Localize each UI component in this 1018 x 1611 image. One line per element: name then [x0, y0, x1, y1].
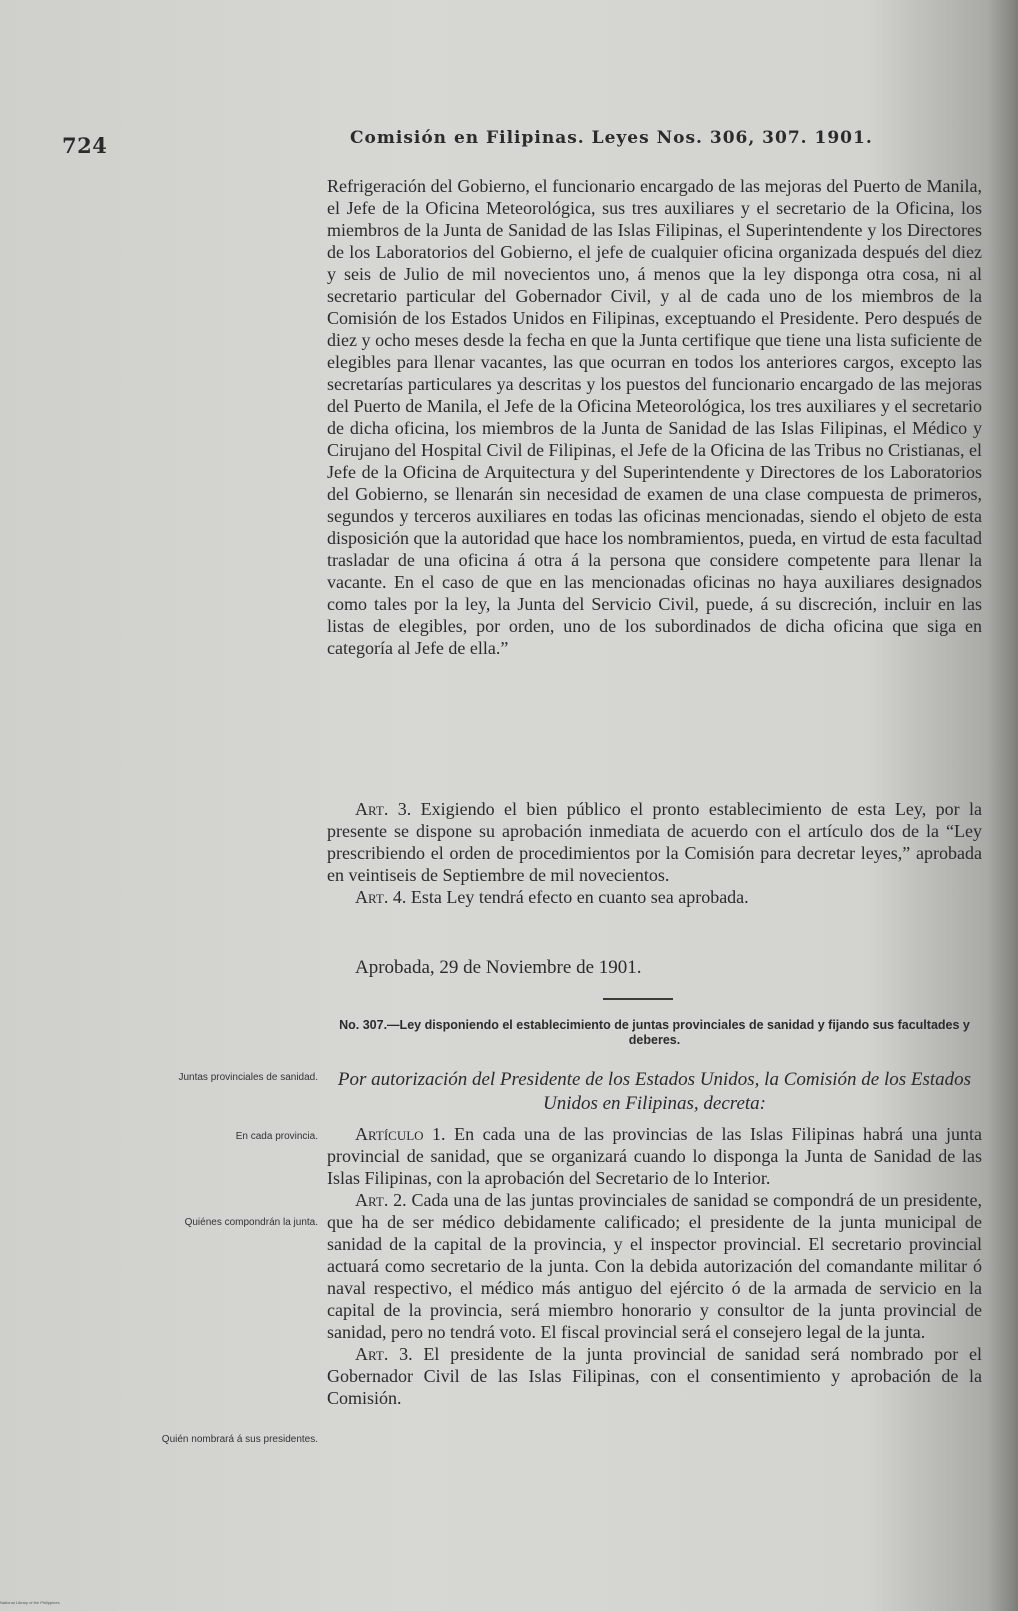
running-head: Comisión en Filipinas. Leyes Nos. 306, 307. 1901. [350, 128, 873, 148]
law-306-body [327, 175, 982, 659]
law-307-articles [327, 1123, 982, 1409]
article-text: Exigiendo el bien público el pronto establecimiento de esta Ley, por la presente se dispone su aprobación inmediata de acuerdo con el artículo dos de la “Ley prescribiendo el orden de procedimientos por la Comisión para decretar leyes,” aprobada en veintiseis de Septiembre de mil novecientos. [327, 799, 982, 885]
law-306-continuation-paragraph: Refrigeración del Gobierno, el funcionario encargado de las mejoras del Puerto de Manila, el Jefe de la Oficina Meteorológica, sus tres auxiliares y el secretario de la Oficina, los miembros de la Junta de Sanidad de las Islas Filipinas, el Superintendente y los Directores de los Laboratorios del Gobierno, el jefe de cualquier oficina organizada después del diez y seis de Julio de mil novecientos uno, á menos que la ley disponga otra cosa, ni al secretario particular del Gobernador Civil, y al de cada uno de los miembros de la Comisión de los Estados Unidos en Filipinas, exceptuando el Presidente. Pero después de diez y ocho meses desde la fecha en que la Junta certifique que tiene una lista suficiente de elegibles para llenar vacantes, las que ocurran en todos los anteriores cargos, excepto las secretarías particulares ya descritas y los puestos del funcionario encargado de las mejoras del Puerto de Manila, el Jefe de la Oficina Meteorológica, los tres auxiliares y el secretario de dicha oficina, los miembros de la Junta de Sanidad de las Islas Filipinas, el Médico y Cirujano del Hospital Civil de Filipinas, el Jefe de la Oficina de las Tribus no Cristianas, el Jefe de la Oficina de Arquitectura y del Superintendente y Directores de los Laboratorios del Gobierno, se llenarán sin necesidad de examen de una clase compuesta de primeros, segundos y terceros auxiliares en todas las oficinas mencionadas, siendo el objeto de esta disposición que la autoridad que hace los nombramientos, pueda, en virtud de esta facultad trasladar de una oficina á otra á la persona que considere competente para llenar la vacante. En el caso de que en las mencionadas oficinas no haya auxiliares designados como tales por la ley, la Junta del Servicio Civil, puede, á su discreción, incluir en las listas de elegibles, por orden, uno de los subordinados de dicha oficina que siga en categoría al Jefe de ella.” [327, 176, 982, 658]
article-text: Esta Ley tendrá efecto en cuanto sea aprobada. [410, 887, 749, 907]
law-307-article-3 [327, 1343, 982, 1409]
law-306-article-4 [327, 886, 982, 908]
approval-date: Aprobada, 29 de Noviembre de 1901. [355, 957, 642, 978]
law-306-articles [327, 798, 982, 908]
article-text: En cada una de las provincias de las Islas Filipinas habrá una junta provincial de sanidad, que se organizará cuando lo disponga la Junta de Sanidad de las Islas Filipinas, con la aprobación del Secretario de lo Interior. [327, 1124, 983, 1188]
marginal-note-cada-provincia: En cada provincia. [235, 1131, 318, 1142]
section-divider [603, 998, 673, 1000]
scan-footer: National Library of the Philippines [0, 1600, 60, 1605]
enacting-clause: Por autorización del Presidente de los Estados Unidos, la Comisión de los Estados Unidos en Filipinas, decreta: [337, 1069, 972, 1114]
article-label: Art. 3. [355, 1344, 413, 1364]
law-306-article-3 [327, 798, 982, 886]
marginal-note-quien-nombrara: Quién nombrará á sus presidentes. [161, 1434, 318, 1445]
article-label: Art. 4. [355, 887, 407, 907]
law-307-title: No. 307.—Ley disponiendo el establecimiento de juntas provinciales de sanidad y fijando sus facultades y deberes. [339, 1018, 970, 1047]
marginal-note-juntas: Juntas provinciales de sanidad. [178, 1072, 318, 1083]
law-307-article-2 [327, 1189, 982, 1343]
article-text: El presidente de la junta provincial de sanidad será nombrado por el Gobernador Civil de las Islas Filipinas, con el consentimiento y aprobación de la Comisión. [327, 1344, 982, 1408]
article-label: Art. 3. [355, 799, 412, 819]
marginal-note-quienes: Quiénes compondrán la junta. [184, 1217, 318, 1228]
article-text: Cada una de las juntas provinciales de sanidad se compondrá de un presidente, que ha de ser médico debidamente calificado; el presidente de la junta municipal de sanidad de la capital de la provincia, y el inspector provincial. El secretario provincial actuará como secretario de la junta. Con la debida autorización del comandante militar ó naval respectivo, el médico más antiguo del ejército ó de la armada de servicio en la capital de la provincia, será miembro honorario y consultor de la junta provincial de sanidad, pero no tendrá voto. El fiscal provincial será el consejero legal de la junta. [327, 1190, 983, 1342]
page-number: 724 [62, 133, 108, 158]
law-307-article-1 [327, 1123, 982, 1189]
article-label: Artículo 1. [355, 1124, 446, 1144]
article-label: Art. 2. [355, 1190, 407, 1210]
